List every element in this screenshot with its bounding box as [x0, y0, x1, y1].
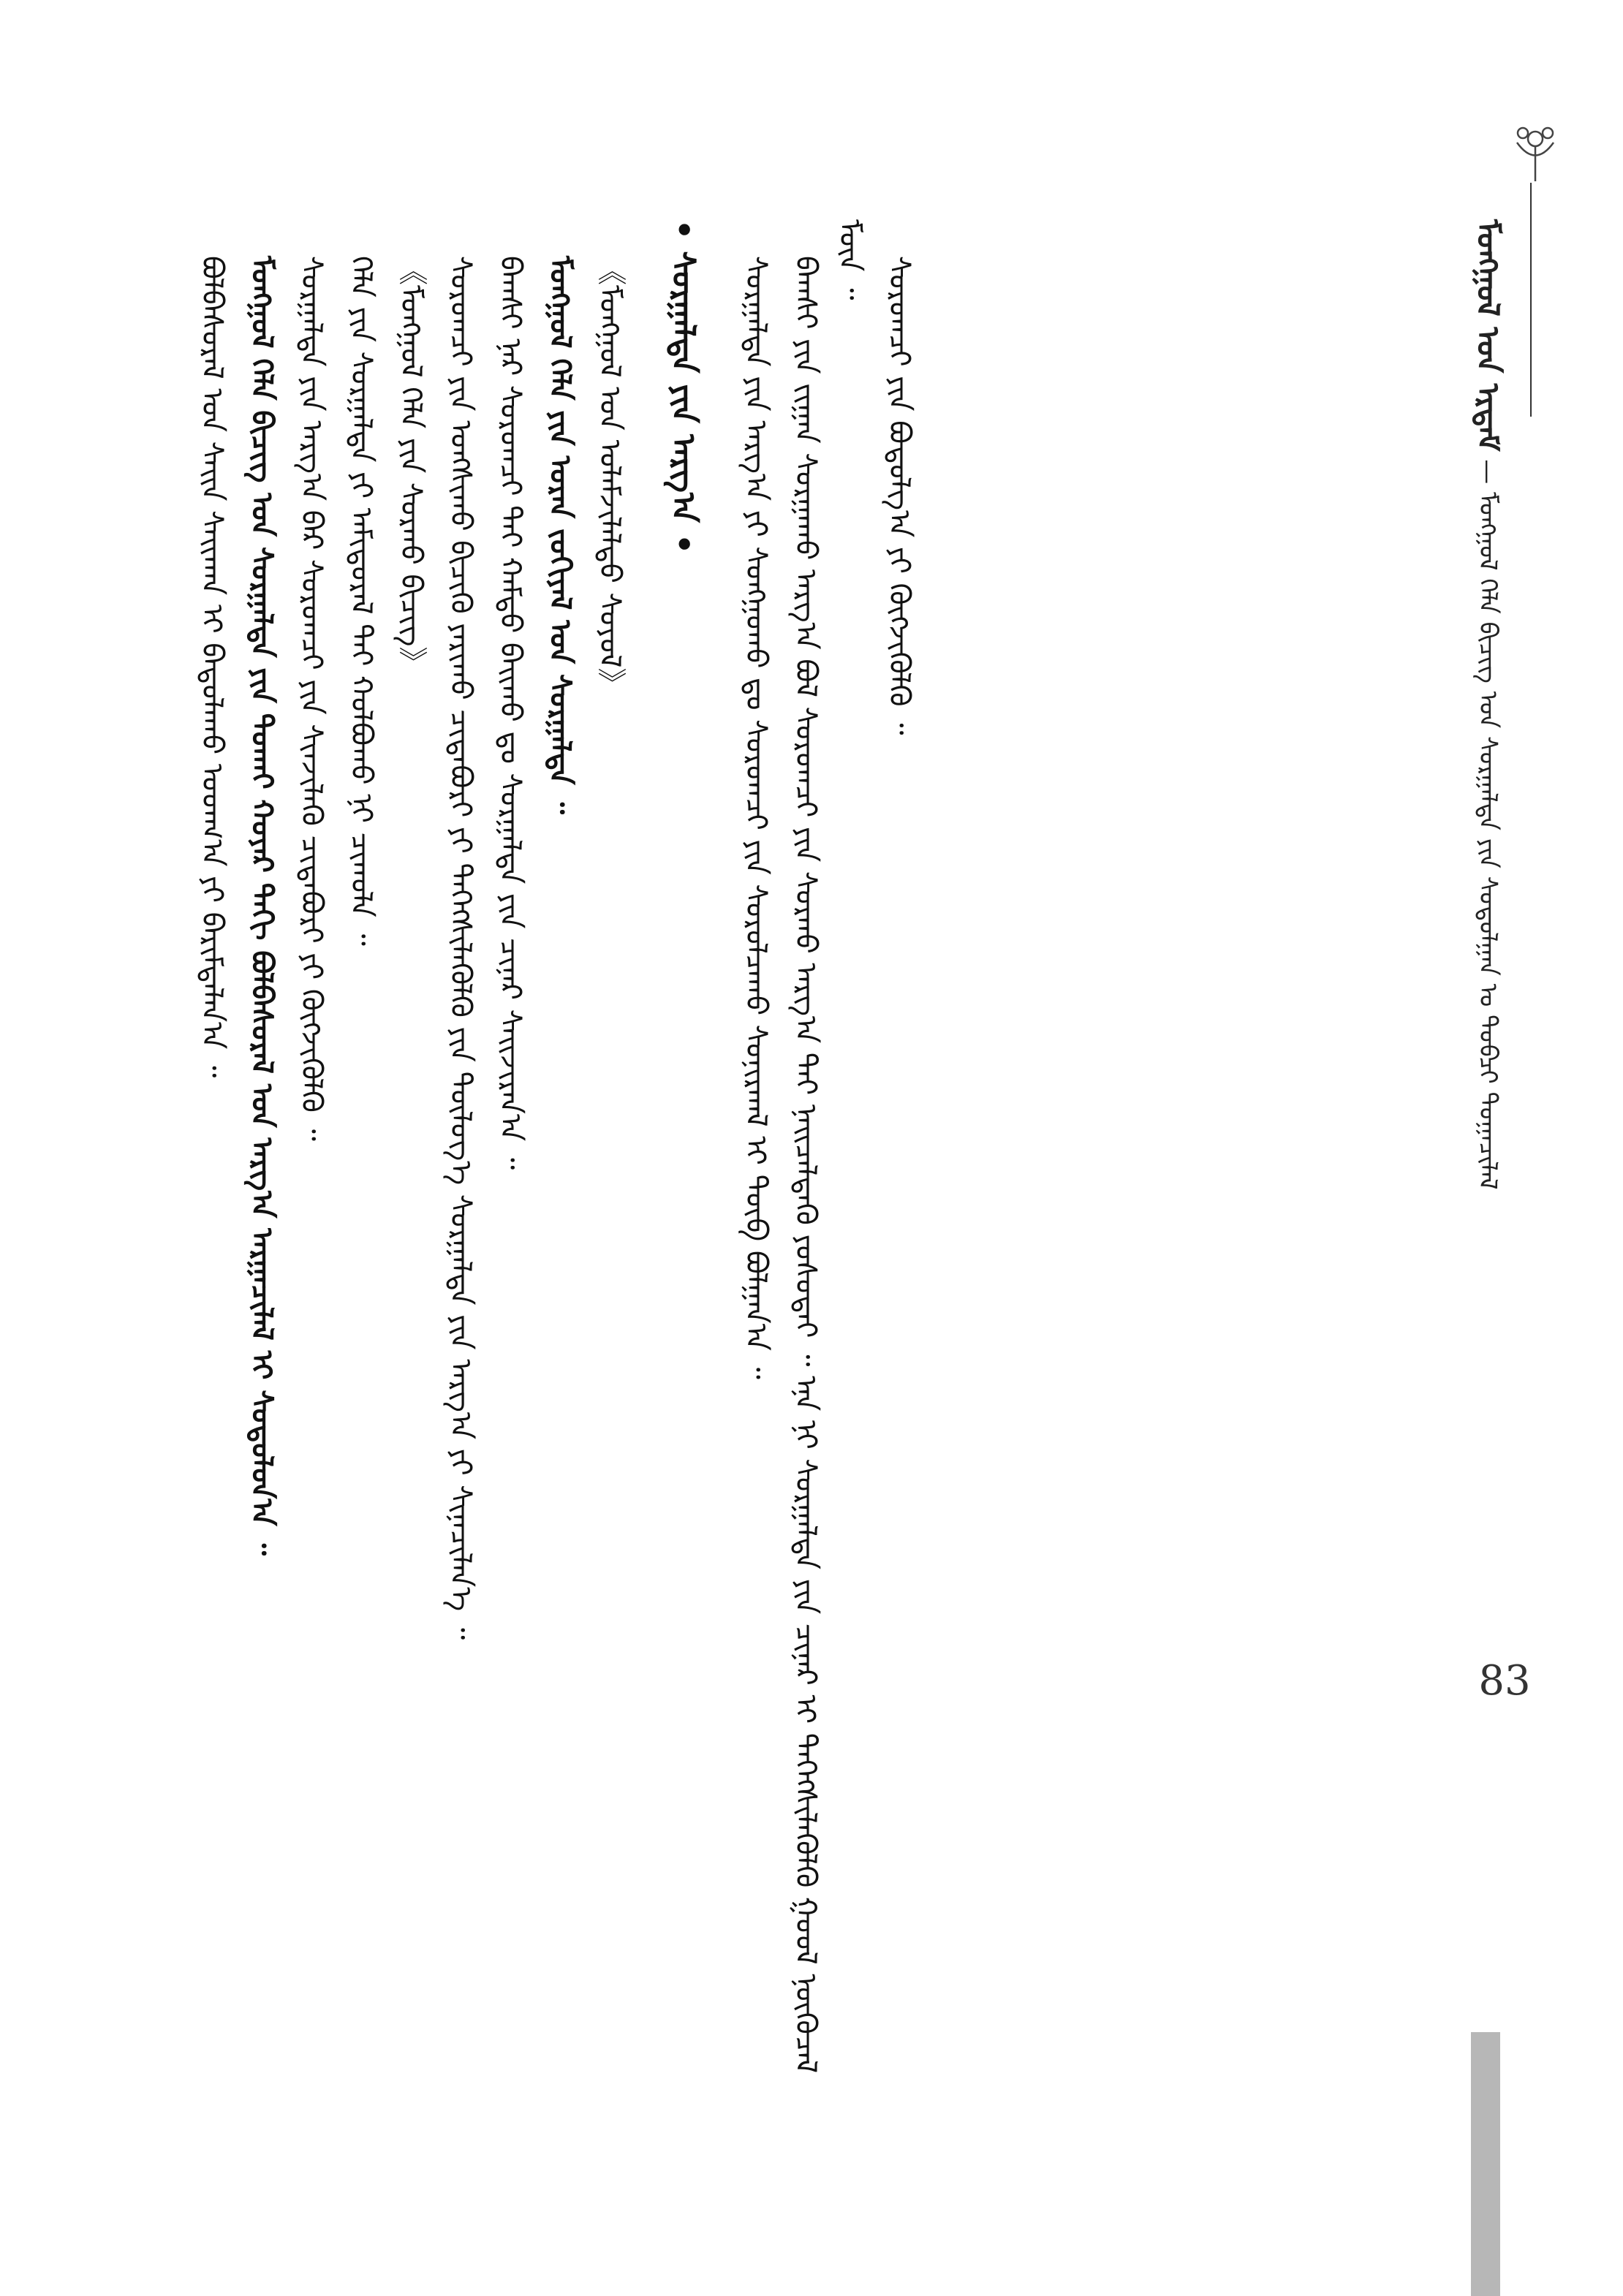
page-edge-tab	[1471, 2032, 1500, 2296]
header-rule	[1530, 183, 1532, 417]
paragraph: ᠪᠣᠯᠪᠠᠰᠤᠷᠠᠯ ᠤᠨ ᠰᠠᠢᠨ ᠰᠠᠢᠬᠠᠨ ᠢ ᠪᠠᠲᠤᠯᠠᠬᠤ ᠤᠳᠬ᠎ᠠ ᠶᠢ ᠪᠠᠷᠢᠮᠲᠠᠯᠠᠨ᠎ᠠ ᠃	[195, 256, 229, 1078]
section-title: • ᠰᠤᠷᠭᠠᠯᠲᠠ ᠶᠢᠨ ᠠᠷᠭ᠎ᠠ •	[665, 219, 702, 555]
running-head-text: ᠮᠣᠩᠭᠣᠯ ᠬᠡᠯᠡ ᠪᠢᠴᠢᠭ ᠤᠨ ᠰᠤᠷᠭᠠᠯᠲᠠ ᠶᠢᠨ ᠰᠤᠳᠤᠯᠭᠠᠨ ᠤ ᠲᠣᠪᠴᠢ ᠲᠣᠭᠠᠴᠢᠯᠠᠯ	[1473, 492, 1502, 1190]
flourish-ornament-icon	[1502, 117, 1568, 183]
paragraph: ᠮᠣᠩᠭᠣᠯ ᠬᠡᠯᠡ ᠪᠢᠴᠢᠭ ᠤᠨ ᠰᠤᠷᠭᠠᠯᠲᠠ ᠶᠢᠨ ᠲᠤᠬᠠᠢ ᠬᠣᠶᠠᠷ ᠳᠠᠬᠢ ᠪᠣᠯᠪᠠᠰᠤᠷᠠᠯ ᠤᠨ ᠠᠷᠭ᠎ᠠ ᠠᠷᠭᠠᠴᠢᠯᠠᠯ ᠢ ᠰᠤᠳᠤᠯᠤᠨ᠎ᠠ ᠃	[245, 256, 279, 1556]
paragraph: ᠰᠤᠷᠭᠠᠯᠲᠠ ᠶᠢᠨ ᠠᠷᠭ᠎ᠠ ᠶᠢ ᠰᠣᠩᠭᠣᠬᠤ ᠳᠤ ᠰᠤᠷᠤᠭᠴᠢ ᠶᠢᠨ ᠰᠤᠷᠤᠯᠴᠠᠬᠤ ᠰᠣᠨᠢᠷᠬᠠᠯ ᠢ ᠲᠥᠪ ᠪᠣᠯᠭᠠᠨ᠎ᠠ ᠃	[739, 256, 773, 1379]
paragraph: ᠰᠤᠷᠤᠭᠴᠢ ᠶᠢᠨ ᠤᠩᠰᠢᠬᠤ ᠪᠢᠴᠢᠬᠦ ᠶᠠᠷᠢᠬᠤ ᠴᠢᠳᠠᠪᠤᠷᠢ ᠶᠢ ᠳᠡᠭᠡᠭᠰᠢᠯᠡᠭᠦᠯᠬᠦ ᠶᠢᠨ ᠲᠥᠯᠥᠭ᠎ᠡ ᠰᠤᠷᠭᠠᠯᠲᠠ ᠶᠢᠨ ᠠᠷᠭ᠎ᠠ ᠶᠢ ᠰᠢᠨᠡᠴᠢᠯᠡᠨ᠎ᠡ ᠃	[444, 256, 477, 1640]
paragraph: ᠬᠡᠯᠡ ᠶᠢᠨ ᠰᠤᠷᠭᠠᠯᠲᠠ ᠶᠢ ᠠᠮᠢᠳᠤᠷᠠᠯ ᠲᠠᠢ ᠬᠣᠯᠪᠣᠬᠤ ᠨᠢ ᠴᠢᠬᠤᠯᠠ ᠃	[344, 256, 378, 946]
running-head-title: ᠮᠣᠩᠭᠣᠯ ᠤᠨ ᠡᠷᠳᠡᠮ	[1470, 219, 1506, 452]
paragraph: ᠰᠤᠷᠭᠠᠯᠲᠠ ᠶᠢᠨ ᠠᠷᠭ᠎ᠠ ᠪᠠᠷ ᠰᠤᠷᠤᠭᠴᠢ ᠶᠢᠨ ᠰᠢᠨᠵᠢᠯᠡᠬᠦ ᠴᠢᠳᠠᠪᠤᠷᠢ ᠶᠢ ᠬᠥᠭᠵᠢᠭᠦᠯᠬᠦ ᠃	[295, 256, 328, 1141]
running-head: ᠮᠣᠩᠭᠣᠯ ᠤᠨ ᠡᠷᠳᠡᠮ — ᠮᠣᠩᠭᠣᠯ ᠬᠡᠯᠡ ᠪᠢᠴᠢᠭ ᠤᠨ ᠰᠤᠷᠭᠠᠯᠲᠠ ᠶᠢᠨ ᠰᠤᠳᠤᠯᠭᠠᠨ ᠤ ᠲᠣᠪᠴᠢ ᠲᠣᠭᠠᠴᠢᠯᠠᠯ	[1470, 219, 1506, 1190]
page-number: 83	[1478, 1657, 1531, 1705]
paragraph: 《ᠮᠣᠩᠭᠣᠯ ᠤᠨ ᠤᠯᠠᠮᠵᠢᠯᠠᠯᠲᠤ ᠰᠣᠶᠣᠯ》	[593, 256, 627, 697]
paragraph: ᠪᠠᠭᠰᠢ ᠶᠢᠨ ᠵᠢᠭᠠᠨ ᠰᠤᠷᠭᠠᠬᠤ ᠠᠷᠭ᠎ᠠ ᠪᠣᠯ ᠰᠤᠷᠤᠭᠴᠢ ᠶᠢᠨ ᠰᠤᠷᠬᠤ ᠠᠷᠭ᠎ᠠ ᠲᠠᠢ ᠨᠡᠢᠴᠡᠯᠳᠡᠬᠦ ᠶᠣᠰᠣᠲᠠᠢ ᠃ ᠡᠨᠡ ᠨᠢ ᠰᠤᠷᠭᠠᠯᠲᠠ ᠶᠢᠨ ᠴᠢᠨᠠᠷ ᠢ ᠳᠡᠭᠡᠭᠰᠢᠯᠡᠭᠦᠯᠬᠦ ᠭᠣᠣᠯ ᠨᠥᠬᠦᠴᠡᠯ ᠮᠥᠨ ᠃	[789, 219, 866, 2074]
paragraph: ᠪᠠᠭᠰᠢ ᠨᠠᠷ ᠰᠤᠷᠤᠭᠴᠢ ᠲᠠᠢ ᠬᠠᠮᠲᠤ ᠪᠠᠢᠬᠤ ᠳᠤ ᠰᠤᠷᠭᠠᠯᠲᠠ ᠶᠢᠨ ᠴᠢᠨᠠᠷ ᠰᠠᠢᠵᠢᠷᠠᠨ᠎ᠠ ᠃	[493, 256, 527, 1170]
paragraph: ᠰᠤᠷᠤᠭᠴᠢ ᠶᠢᠨ ᠪᠣᠳᠤᠯᠭ᠎ᠠ ᠶᠢ ᠬᠥᠭᠵᠢᠭᠦᠯᠬᠦ ᠃	[882, 256, 916, 735]
paragraph: ᠮᠣᠩᠭᠣᠯ ᠬᠡᠯᠡ ᠶᠢᠨ ᠤᠷᠠᠨ ᠵᠣᠬᠢᠶᠠᠯ ᠤᠨ ᠰᠤᠷᠭᠠᠯᠲᠠ ᠃	[543, 256, 577, 814]
paragraph: 《ᠮᠣᠩᠭᠣᠯ ᠬᠡᠯᠡ ᠶᠢᠨ ᠰᠤᠷᠬᠤ ᠪᠢᠴᠢᠭ》	[394, 256, 428, 676]
body-text	[190, 219, 1433, 2105]
